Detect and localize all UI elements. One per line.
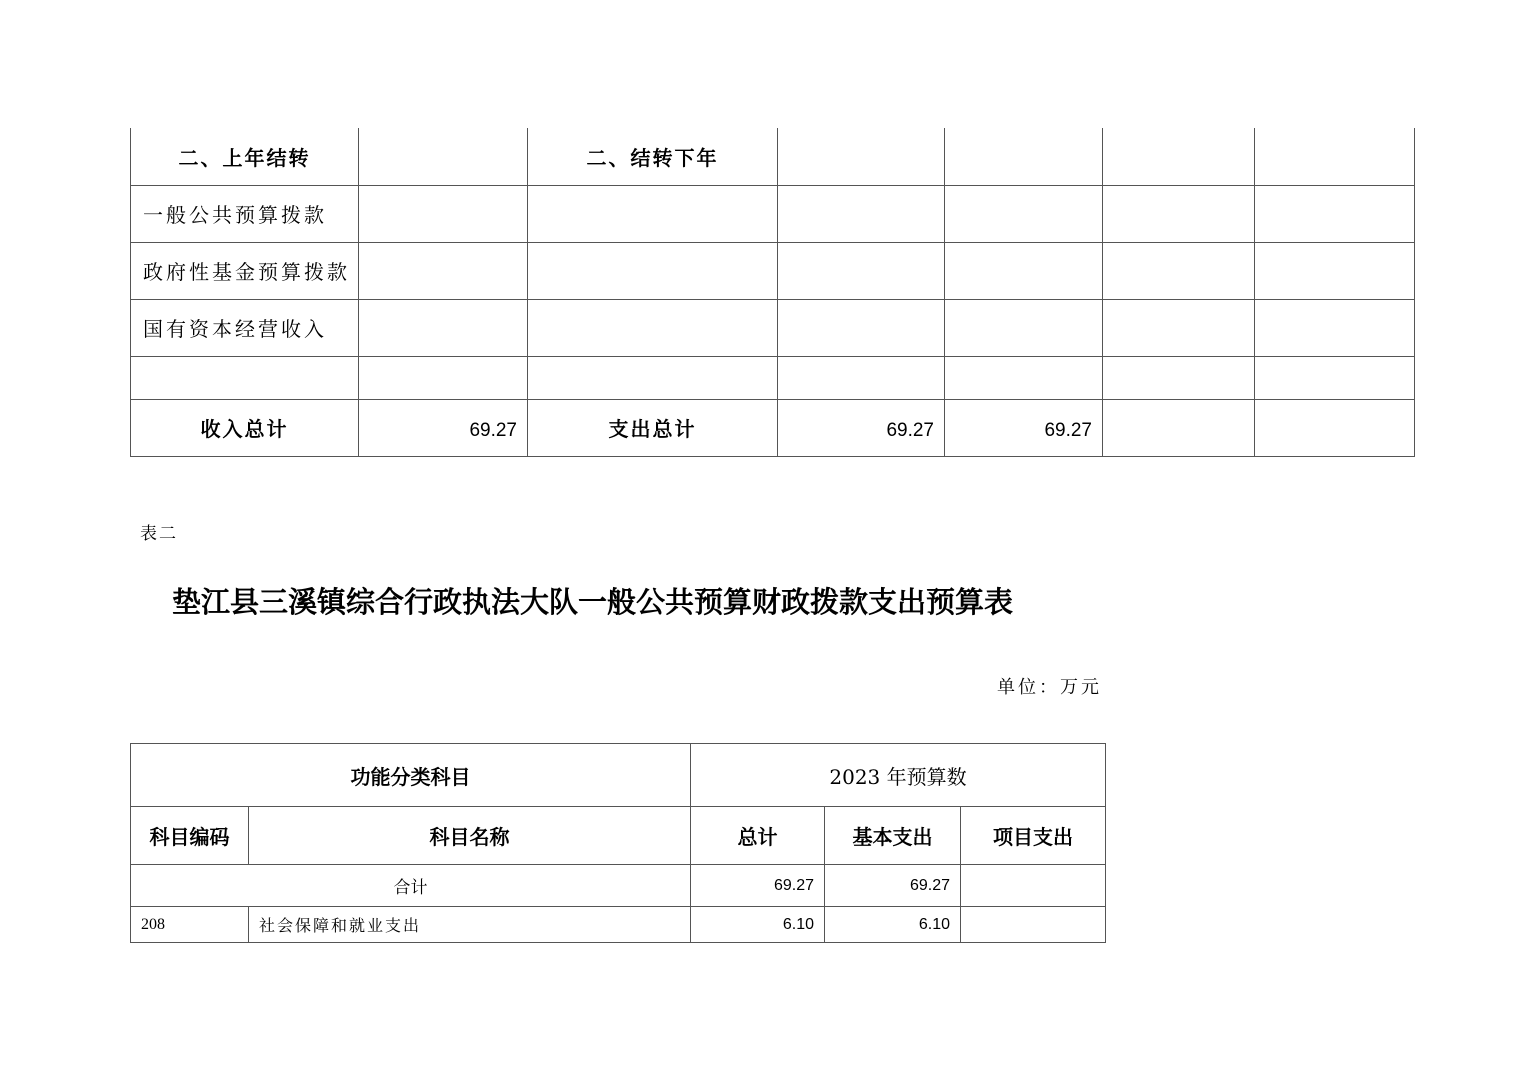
- row-value: [359, 299, 528, 356]
- budget-header: 2023 年预算数: [691, 744, 1106, 807]
- income-expense-summary-table: [130, 128, 1415, 457]
- income-total-label: 收入总计: [131, 399, 359, 456]
- expense-total-value: 69.27: [945, 399, 1103, 456]
- unit-label: 单位：万元: [997, 677, 1102, 698]
- row-value: [945, 185, 1103, 242]
- row-value: [359, 185, 528, 242]
- row-value: [778, 356, 945, 399]
- project-value: [961, 907, 1106, 943]
- row-value: [778, 299, 945, 356]
- row-label: [528, 242, 778, 299]
- row-value: [945, 356, 1103, 399]
- total-header: 总计: [691, 807, 825, 865]
- total-row: [131, 399, 1415, 456]
- table-number-label: 表二: [140, 524, 178, 544]
- table-row: [131, 242, 1415, 299]
- total-row: [131, 865, 1106, 907]
- income-total-value: 69.27: [359, 399, 528, 456]
- row-label: [528, 356, 778, 399]
- total-value: 6.10: [691, 907, 825, 943]
- expenditure-budget-table: [130, 743, 1106, 943]
- row-value: [359, 128, 528, 185]
- subject-name: 社会保障和就业支出: [249, 907, 691, 943]
- table-header-row: [131, 744, 1106, 807]
- row-value: [1255, 128, 1415, 185]
- row-value: [1103, 356, 1255, 399]
- expense-total-value: [1255, 399, 1415, 456]
- row-value: [945, 242, 1103, 299]
- project-value: [961, 865, 1106, 907]
- row-value: [945, 128, 1103, 185]
- row-value: [1103, 185, 1255, 242]
- row-value: [1255, 185, 1415, 242]
- table-row: [131, 185, 1415, 242]
- row-label: 二、结转下年: [528, 128, 778, 185]
- row-label: 国有资本经营收入: [131, 299, 359, 356]
- expense-total-label: 支出总计: [528, 399, 778, 456]
- row-value: [945, 299, 1103, 356]
- row-value: [778, 128, 945, 185]
- row-value: [359, 356, 528, 399]
- row-value: [778, 185, 945, 242]
- row-label: [528, 185, 778, 242]
- row-label: [131, 356, 359, 399]
- table-row: [131, 907, 1106, 943]
- row-value: [1103, 299, 1255, 356]
- basic-value: 69.27: [825, 865, 961, 907]
- expense-total-value: [1103, 399, 1255, 456]
- table-row: [131, 128, 1415, 185]
- row-label: [528, 299, 778, 356]
- expense-total-value: 69.27: [778, 399, 945, 456]
- row-value: [778, 242, 945, 299]
- row-value: [1255, 356, 1415, 399]
- row-label: 政府性基金预算拨款: [131, 242, 359, 299]
- page-title: 垫江县三溪镇综合行政执法大队一般公共预算财政拨款支出预算表: [172, 585, 1014, 619]
- row-value: [1255, 242, 1415, 299]
- project-header: 项目支出: [961, 807, 1106, 865]
- name-header: 科目名称: [249, 807, 691, 865]
- code-header: 科目编码: [131, 807, 249, 865]
- total-value: 69.27: [691, 865, 825, 907]
- total-label: 合计: [131, 865, 691, 907]
- row-label: 二、上年结转: [131, 128, 359, 185]
- row-value: [1103, 242, 1255, 299]
- category-header: 功能分类科目: [131, 744, 691, 807]
- table-row: [131, 356, 1415, 399]
- subject-code: 208: [131, 907, 249, 943]
- basic-value: 6.10: [825, 907, 961, 943]
- row-label: 一般公共预算拨款: [131, 185, 359, 242]
- row-value: [1103, 128, 1255, 185]
- basic-header: 基本支出: [825, 807, 961, 865]
- row-value: [359, 242, 528, 299]
- row-value: [1255, 299, 1415, 356]
- table-row: [131, 299, 1415, 356]
- table-header-row: [131, 807, 1106, 865]
